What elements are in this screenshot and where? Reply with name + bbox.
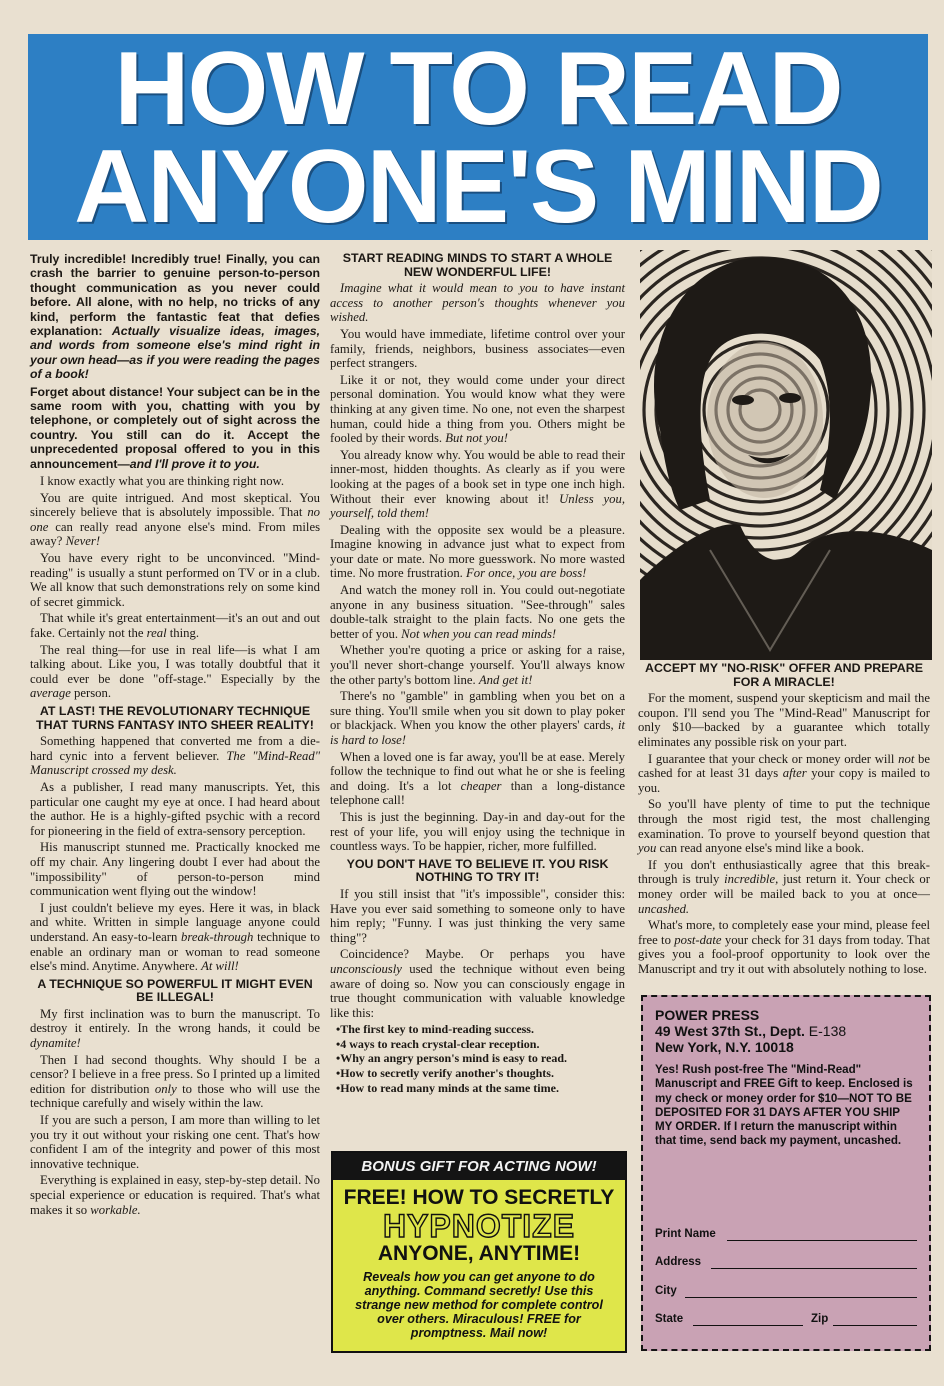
list-item: • How to read many minds at the same time.: [336, 1081, 625, 1096]
print-name-line[interactable]: [727, 1240, 917, 1241]
paragraph: My first inclination was to burn the manuscript. To destroy it entirely. In the wrong hands, it could be dynamite!: [30, 1006, 320, 1051]
paragraph: Whether you're quoting a price or asking for a raise, you'll never short-change yourself. You'll always know the other party's bottom line. And get it!: [330, 643, 625, 687]
intro-lead: Truly incredible! Incredibly true! Finally, you can crash the barrier to genuine person-to-person thought communication as you never could before. All alone, with no help, no tricks of any kind, perform the fantastic feat that defies explanation: Actually visualize ideas, images, and words from someone else's mind right in your own head—as if you were reading the pages of a book!: [30, 252, 320, 382]
portrait-illustration: [640, 250, 932, 660]
state-zip-field[interactable]: [655, 1310, 917, 1330]
subheading: START READING MINDS TO START A WHOLE NEW WONDERFUL LIFE!: [342, 251, 613, 279]
list-item: • 4 ways to reach crystal-clear reception.: [336, 1037, 625, 1052]
paragraph: I know exactly what you are thinking right now.: [40, 474, 285, 489]
subheading: AT LAST! THE REVOLUTIONARY TECHNIQUE THAT TURNS FANTASY INTO SHEER REALITY!: [36, 704, 314, 732]
paragraph: You are quite intrigued. And most skeptical. You sincerely believe that is absolutely impossible. That no one can really read anyone else's mind. From miles away? Never!: [30, 490, 321, 549]
state-label: State: [655, 1313, 684, 1325]
paragraph: You have every right to be unconvinced. "Mind-reading" is usually a stunt performed on TV or in a club. We all know that such demonstrations rely on some kind of secret gimmick.: [30, 551, 320, 609]
paragraph: Something happened that converted me from a die-hard cynic into a fervent believer. The "Mind-Read" Manuscript crossed my desk.: [30, 734, 321, 778]
list-item: • The first key to mind-reading success.: [336, 1022, 625, 1037]
street-line: 49 West 37th St., Dept. E-138: [655, 1023, 847, 1039]
headline-line-2: ANYONE'S MIND: [74, 129, 882, 240]
paragraph: If you are such a person, I am more than willing to let you try it out without your risking one cent. That's how confident I am of the integrity and power of this most innovative technique.: [30, 1113, 320, 1171]
column-middle: [330, 252, 625, 1101]
address-field[interactable]: [655, 1253, 917, 1273]
paragraph: I just couldn't believe my eyes. Here it was, in black and white. Written in simple language anyone could understand. An easy-to-learn break-through technique to enable an ordinary man or woman to read someone else's mind. Anytime. Anywhere. At will!: [30, 900, 320, 974]
intro-lead-2: Forget about distance! Your subject can be in the same room with you, chatting with you by telephone, or completely out of sight across the country. You still can do it. Accept the unprecedented proposal offered to you in this announcement—and I'll prove it to you.: [30, 384, 320, 471]
hypnotic-portrait-image: [640, 250, 932, 660]
paragraph: If you still insist that "it's impossible", consider this: Have you ever said something to someone only to have him reply; "Funny. I was just thinking the very same thing"?: [330, 886, 625, 945]
paragraph: If you don't enthusiastically agree that this break-through is truly incredible, just return it. Your check or money order will be mailed back to you at once—uncashed.: [638, 857, 930, 916]
headline-banner: [28, 34, 928, 240]
paragraph: For the moment, suspend your skepticism and mail the coupon. I'll send you The "Mind-Read" Manuscript for only $10—backed by a guarantee which totally eliminates any possible risk on your part.: [638, 691, 930, 749]
city-line: New York, N.Y. 10018: [655, 1039, 794, 1055]
subheading: ACCEPT MY "NO-RISK" OFFER AND PREPARE FOR A MIRACLE!: [645, 661, 923, 689]
paragraph: Dealing with the opposite sex would be a pleasure. Imagine knowing in advance just what to expect from your date or mate. No more guesswork. No more wasted time. No more frustration. For once, you are boss!: [330, 522, 625, 581]
state-input-line[interactable]: [693, 1325, 803, 1326]
headline-line-1: HOW TO READ: [114, 34, 842, 147]
paragraph: Then I had second thoughts. Why should I be a censor? I believe in a free press. So I printed up a limited edition for distribution only to those who will use the technique carefully and wisely within the law.: [30, 1052, 320, 1111]
city-input-line[interactable]: [685, 1297, 917, 1298]
paragraph: So you'll have plenty of time to put the technique through the most rigid test, the most challenging examination. To prove to yourself beyond question that you can read anyone else's mind like a book.: [638, 797, 930, 856]
paragraph: His manuscript stunned me. Practically knocked me off my chair. Any lingering doubt I ever had about the "impossibility" of person-to-person mind communication went flying out the window!: [30, 840, 320, 899]
paragraph: Everything is explained in easy, step-by-step detail. No special experience or education is required. That's what makes it so workable.: [30, 1173, 320, 1217]
column-right: [638, 662, 930, 978]
paragraph: Coincidence? Maybe. Or perhaps you have unconsciously used the technique without even being aware of doing so. Now you can consciously engage in true thought communication with valuable knowledge like this:: [330, 947, 626, 1020]
address-label: Address: [655, 1256, 702, 1268]
zip-input-line[interactable]: [833, 1325, 917, 1326]
paragraph: Like it or not, they would come under your direct personal domination. You would know what they were thinking at any given time. No one, not even the sharpest human, could hide a thing from you. Others might be fooled by their words. But not you!: [330, 372, 625, 446]
paragraph: There's no "gamble" in gambling when you bet on a sure thing. You'll smile when you sit down to play poker or blackjack. When you know the other players' cards, it is hard to lose!: [330, 689, 626, 747]
paragraph: This is just the beginning. Day-in and day-out for the rest of your life, you will enjoy using the technique in countless ways. To be happier, richer, more fulfilled.: [330, 809, 625, 854]
address-line[interactable]: [711, 1268, 917, 1269]
bonus-gift-box: [331, 1151, 627, 1353]
paragraph: And watch the money roll in. You could out-negotiate anyone in any business situation. "See-through" sales double-talk straight to the plain facts. No one gets the better of you. Not when you can read minds!: [330, 583, 625, 641]
bonus-body: Reveals how you can get anyone to do anything. Command secretly! Use this strange new method for complete control over others. Miraculous! FREE for promptness. Mail now!: [355, 1270, 603, 1340]
paragraph: You already know why. You would be able to read their inner-most, hidden thoughts. As clearly as if you were looking at the pages of a book set in type one inch high. Without their ever knowing about it! Unless you, yourself, told them!: [330, 447, 626, 521]
subheading: YOU DON'T HAVE TO BELIEVE IT. YOU RISK NOTHING TO TRY IT!: [346, 856, 609, 885]
paragraph: As a publisher, I read many manuscripts. Yet, this particular one caught my eye at once. I had heard about the author. He is a highly-gifted psychic with a record for pioneering in the field of extra-sensory perception.: [30, 779, 320, 838]
coupon-body: Yes! Rush post-free The "Mind-Read" Manuscript and FREE Gift to keep. Enclosed is my check or money order for $10—NOT TO BE DEPOSITED FOR 31 DAYS AFTER YOU SHIP MY ORDER. If I return the manuscript within that time, send back my payment, uncashed.: [655, 1063, 913, 1148]
paragraph: I guarantee that your check or money order will not be cashed for at least 31 days after your copy is mailed to you.: [638, 751, 931, 795]
print-name-field[interactable]: [655, 1225, 917, 1245]
dept-code: E-138: [808, 1023, 847, 1039]
paragraph: That while it's great entertainment—it's an out and out fake. Certainly not the real thing.: [30, 611, 320, 641]
column-left: [30, 252, 320, 1219]
bonus-line-1: FREE! HOW TO SECRETLY: [343, 1186, 615, 1209]
subheading: A TECHNIQUE SO POWERFUL IT MIGHT EVEN BE ILLEGAL!: [37, 976, 313, 1005]
bullet-list: [330, 1022, 625, 1095]
bonus-header: BONUS GIFT FOR ACTING NOW!: [333, 1153, 625, 1180]
list-item: • Why an angry person's mind is easy to read.: [336, 1051, 625, 1066]
print-name-label: Print Name: [655, 1228, 716, 1240]
city-field[interactable]: [655, 1282, 917, 1302]
list-item: • How to secretly verify another's thoughts.: [336, 1066, 625, 1081]
paragraph: The real thing—for use in real life—is what I am talking about. Like you, I was totally doubtful that it could ever be done "off-stage." Especially by the average person.: [30, 642, 320, 701]
paragraph: Imagine what it would mean to you to have instant access to another person's thoughts whenever you wished.: [330, 281, 625, 325]
paragraph: When a loved one is far away, you'll be at ease. Merely follow the technique to find out what he or she is feeling and doing. It's a lot cheaper than a long-distance telephone call!: [330, 749, 626, 808]
paragraph: You would have immediate, lifetime control over your family, friends, neighbors, business associates—even perfect strangers.: [330, 326, 625, 371]
order-coupon[interactable]: [641, 995, 931, 1351]
coupon-address: [643, 997, 929, 1055]
zip-label: Zip: [811, 1313, 829, 1325]
company-name: POWER PRESS: [655, 1007, 760, 1023]
city-label: City: [655, 1285, 677, 1297]
paragraph: What's more, to completely ease your mind, please feel free to post-date your check for 31 days from today. That gives you a fool-proof opportunity to look over the Manuscript and try it out with absolutely nothing to lose.: [638, 918, 930, 976]
bonus-line-3: ANYONE, ANYTIME!: [377, 1242, 581, 1265]
bonus-line-2: HYPNOTIZE: [382, 1208, 576, 1244]
